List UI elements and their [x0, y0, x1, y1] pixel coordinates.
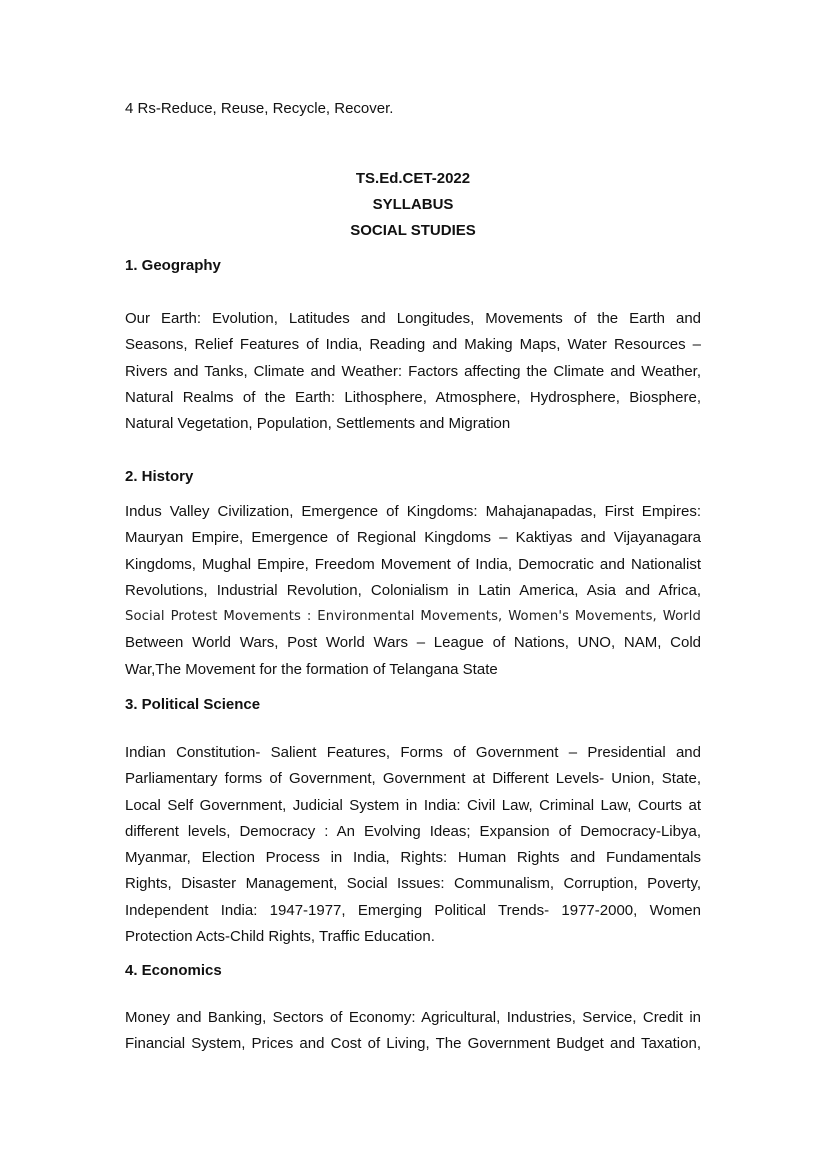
- body-line: Protection Acts-Child Rights, Traffic Education.: [125, 928, 435, 946]
- body-line: Indus Valley Civilization, Emergence of Kingdoms: Mahajanapadas, First Empires:: [125, 503, 701, 520]
- body-line: Our Earth: Evolution, Latitudes and Longitudes, Movements of the Earth and: [125, 310, 701, 327]
- body-line: Indian Constitution- Salient Features, Forms of Government – Presidential and: [125, 744, 701, 761]
- body-line: Parliamentary forms of Government, Government at Different Levels- Union, State,: [125, 770, 701, 788]
- body-line: Money and Banking, Sectors of Economy: Agricultural, Industries, Service, Credit in: [125, 1009, 701, 1026]
- body-line: Local Self Government, Judicial System in India: Civil Law, Criminal Law, Courts at: [125, 796, 701, 814]
- subject-title: SOCIAL STUDIES: [350, 222, 476, 239]
- body-line: Natural Vegetation, Population, Settlements and Migration: [125, 415, 511, 433]
- section-heading-history: 2. History: [125, 468, 194, 485]
- section-heading-economics: 4. Economics: [125, 962, 222, 979]
- body-line: Mauryan Empire, Emergence of Regional Kingdoms – Kaktiyas and Vijayanagara: [125, 529, 701, 547]
- intro-line: 4 Rs-Reduce, Reuse, Recycle, Recover.: [125, 100, 394, 117]
- section-body-economics: [125, 1005, 701, 1058]
- body-line: Kingdoms, Mughal Empire, Freedom Movement of India, Democratic and Nationalist: [125, 555, 701, 573]
- exam-title: TS.Ed.CET-2022: [355, 170, 471, 187]
- body-line: Independent India: 1947-1977, Emerging Political Trends- 1977-2000, Women: [125, 901, 701, 919]
- body-line: Financial System, Prices and Cost of Living, The Government Budget and Taxation,: [125, 1035, 701, 1053]
- body-line: Myanmar, Election Process in India, Rights: Human Rights and Fundamentals: [125, 849, 701, 867]
- section-heading-geography: 1. Geography: [125, 257, 221, 274]
- body-line: Revolutions, Industrial Revolution, Colonialism in Latin America, Asia and Africa,: [125, 581, 701, 599]
- section-body-history: [125, 499, 701, 683]
- body-line: Social Protest Movements : Environmental Movements, Women's Movements, World: [125, 609, 701, 625]
- body-line: Natural Realms of the Earth: Lithosphere, Atmosphere, Hydrosphere, Biosphere,: [125, 388, 701, 406]
- body-line: War,The Movement for the formation of Telangana State: [125, 660, 498, 678]
- body-line: different levels, Democracy : An Evolving Ideas; Expansion of Democracy-Libya,: [125, 822, 701, 840]
- section-body-geography: [125, 306, 701, 437]
- body-line: Between World Wars, Post World Wars – League of Nations, UNO, NAM, Cold: [125, 634, 701, 652]
- body-line: Rights, Disaster Management, Social Issues: Communalism, Corruption, Poverty,: [125, 875, 701, 893]
- section-body-political-science: [125, 740, 701, 950]
- syllabus-title: SYLLABUS: [372, 196, 454, 213]
- body-line: Rivers and Tanks, Climate and Weather: Factors affecting the Climate and Weather,: [125, 362, 701, 380]
- body-line: Seasons, Relief Features of India, Reading and Making Maps, Water Resources –: [125, 336, 701, 354]
- section-heading-political-science: 3. Political Science: [125, 696, 261, 713]
